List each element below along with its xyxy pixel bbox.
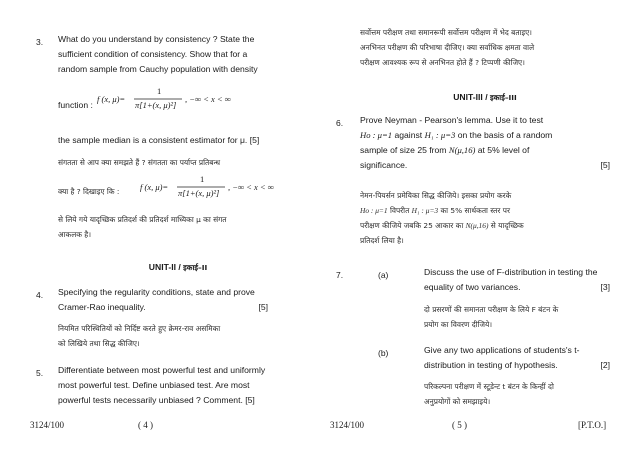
normal-dist: N(μ,16) (465, 221, 489, 230)
unit-2-heading (58, 262, 298, 273)
footer-pto: [P.T.O.] (578, 420, 607, 430)
q7b-hindi-line: परिकल्पना परीक्षण में स्टूडेन्ट t बंटन के किन्हीं दो (424, 382, 554, 391)
q5-line: most powerful test. Define unbiased test. Are most (58, 380, 250, 390)
q3-hindi-line: संगतता से आप क्या समझते हैं ? संगतता का पर्याप्त प्रतिबन्ध (58, 158, 221, 167)
normal-dist: N(μ,16) (448, 145, 476, 155)
formula-range: , −∞ < x < ∞ (228, 182, 274, 192)
question-6-english (360, 113, 610, 173)
q6-line (360, 158, 610, 173)
formula-denominator: π[1+(x, μ)²] (178, 188, 220, 198)
question-3-english (58, 32, 298, 77)
q6-text: से यादृच्छिक (488, 221, 524, 230)
question-5-english (58, 363, 298, 408)
q6-text: का 5% सार्थकता स्तर पर (438, 206, 510, 215)
q3-hindi-block (58, 212, 298, 242)
question-5-hindi (360, 25, 610, 70)
q6-line (360, 143, 610, 158)
q4-hindi-line: नियमित परिस्थितियों को निर्दिष्ट करते हुए क्रेमर-राव असमिका (58, 324, 221, 333)
right-page (320, 0, 640, 457)
q7b-line (424, 358, 610, 373)
marks: [3] (600, 282, 610, 292)
q7a-hindi-line: दो प्रसरणों की समानता परीक्षण के लिये F बंटन के (424, 305, 559, 314)
q6-hindi-line: प्रतिदर्श लिया है। (360, 236, 404, 245)
hypothesis-alt: H₁ : μ=3 (411, 206, 439, 215)
q6-hindi-line (360, 218, 610, 233)
hypothesis-alt: H₁ : μ=3 (424, 130, 456, 140)
q3-function-label: function : (58, 100, 93, 110)
q7b-text: distribution in testing of hypothesis. (424, 360, 558, 370)
q7a-text: equality of two variances. (424, 282, 521, 292)
q6-text: विपरीत (387, 206, 412, 215)
footer-code-right: 3124/100 (330, 420, 365, 430)
question-6-number: 6. (336, 118, 344, 128)
question-6-hindi (360, 188, 610, 248)
unit-3-hi: इकाई–III (489, 93, 517, 102)
question-4-number: 4. (36, 290, 44, 300)
q7b-line: Give any two applications of students's t- (424, 345, 580, 355)
q6-line (360, 128, 610, 143)
q5-line: Differentiate between most powerful test and uniformly (58, 365, 266, 375)
q7b-hindi-line: अनुप्रयोगों को समझाइये। (424, 397, 491, 406)
q3-density-formula (97, 86, 237, 116)
question-7-number: 7. (336, 270, 344, 280)
question-7a-hindi (424, 302, 614, 332)
formula-lhs: f (x, μ)= (97, 94, 126, 104)
unit-2-hi: इकाई–II (183, 263, 208, 272)
marks: [5] (600, 160, 610, 170)
question-4-english (58, 285, 268, 315)
question-7b-label: (b) (378, 348, 389, 358)
unit-2-en: UNIT-II / (148, 262, 181, 272)
q5-hindi-line: परीक्षण आवश्यक रूप से अनभिनत होते हैं ? टिप्पणी कीजिए। (360, 58, 525, 67)
q3-line: random sample from Cauchy population with density (58, 64, 258, 74)
q5-hindi-line: अनभिनत परीक्षण की परिभाषा दीजिए। क्या सर्वाधिक क्षमता वाले (360, 43, 535, 52)
q6-text: against (392, 130, 425, 140)
q3-line: What do you understand by consistency ? State the (58, 34, 255, 44)
q3-line-median: the sample median is a consistent estimator for μ. [5] (58, 135, 260, 145)
unit-3-en: UNIT-III / (453, 92, 488, 102)
q3-line: sufficient condition of consistency. Show that for a (58, 49, 248, 59)
formula-numerator: 1 (157, 86, 162, 96)
question-3-number: 3. (36, 37, 44, 47)
q6-line: Prove Neyman - Pearson's lemma. Use it to test (360, 115, 544, 125)
formula-lhs: f (x, μ)= (140, 182, 169, 192)
formula-range: , −∞ < x < ∞ (185, 94, 231, 104)
q3-hindi-line: से लिये गये यादृच्छिक प्रतिदर्श की प्रतिदर्श माध्यिका μ का संगत (58, 215, 227, 224)
marks: [2] (600, 360, 610, 370)
hypothesis-null: Ho : μ=1 (360, 130, 393, 140)
q6-text: significance. (360, 160, 408, 170)
q4-hindi-line: को लिखिये तथा सिद्ध कीजिए। (58, 339, 140, 348)
q5-line: powerful tests necessarily unbiased ? Comment. [5] (58, 395, 255, 405)
question-7a-english (424, 265, 610, 295)
question-5-number: 5. (36, 368, 44, 378)
q4-line-text: Cramer-Rao inequality. (58, 302, 146, 312)
footer-page-right: ( 5 ) (452, 420, 467, 430)
q4-line: Specifying the regularity conditions, state and prove (58, 287, 255, 297)
marks: [5] (258, 302, 268, 312)
q7a-line (424, 280, 610, 295)
q3-hindi-line: आकलक है। (58, 230, 91, 239)
q4-line (58, 300, 268, 315)
q5-hindi-line: सर्वोत्तम परीक्षण तथा समानरूपी सर्वोत्तम परीक्षण में भेद बताइए। (360, 28, 532, 37)
question-7b-hindi (424, 379, 614, 409)
question-7b-english (424, 343, 610, 373)
q6-text: at 5% level of (475, 145, 530, 155)
q6-hindi-line: नेमन-पियर्सन प्रमेयिका सिद्ध कीजिये। इसका प्रयोग करके (360, 191, 512, 200)
q3-hindi-formula (140, 174, 280, 204)
unit-3-heading (360, 92, 610, 103)
footer-code-left: 3124/100 (30, 420, 65, 430)
formula-numerator: 1 (200, 174, 205, 184)
question-4-hindi (58, 321, 298, 351)
hypothesis-null: Ho : μ=1 (360, 206, 388, 215)
q3-hindi-line: क्या है ? दिखाइए कि : (58, 187, 120, 196)
q6-hindi-line (360, 203, 610, 218)
q6-text: sample of size 25 from (360, 145, 449, 155)
formula-denominator: π[1+(x, μ)²] (135, 100, 177, 110)
footer-page-left: ( 4 ) (138, 420, 153, 430)
q7a-line: Discuss the use of F-distribution in testing the (424, 267, 598, 277)
question-7a-label: (a) (378, 270, 389, 280)
q7a-hindi-line: प्रयोग का विवरण दीजिये। (424, 320, 493, 329)
q6-text: on the basis of a random (455, 130, 553, 140)
q6-text: परीक्षण कीजिये जबकि 25 आकार का (360, 221, 466, 230)
